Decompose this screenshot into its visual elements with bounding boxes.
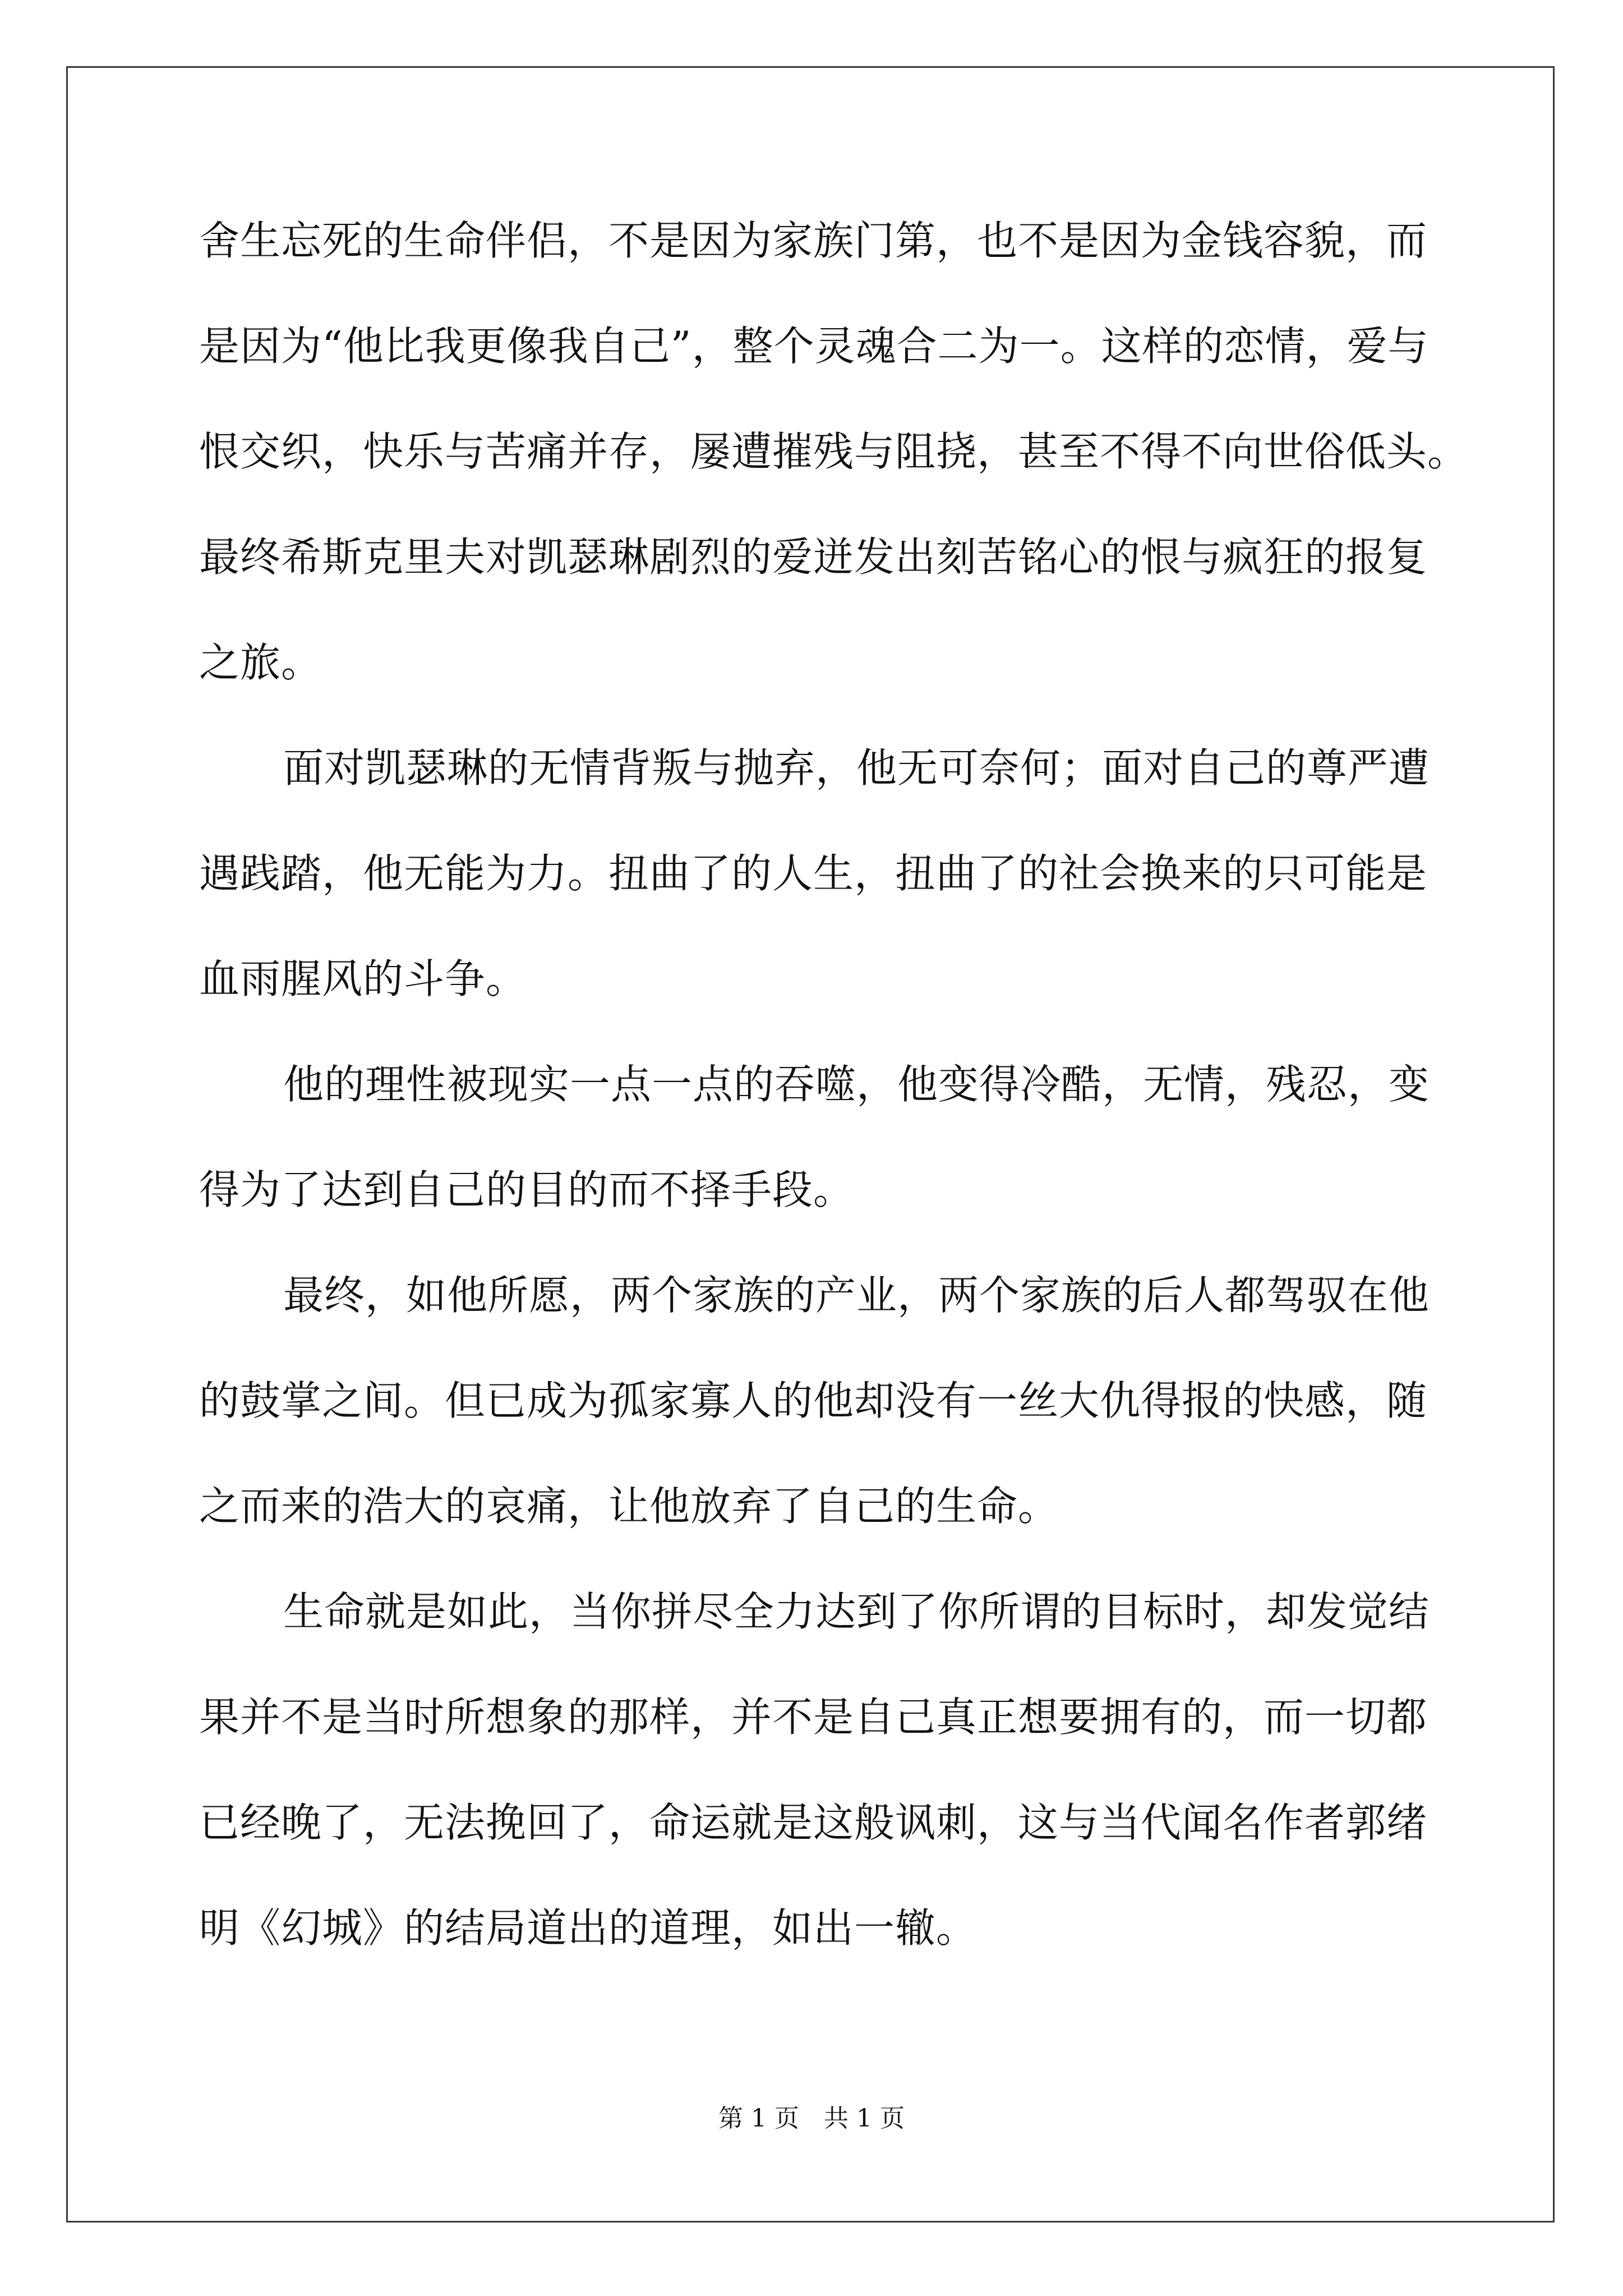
paragraph-first-line: 他的理性被现实一点一点的吞噬，他变得冷酷，无情，残忍，变 (283, 1061, 1430, 1108)
text-line: 恨交织，快乐与苦痛并存，屡遭摧残与阻挠，甚至不得不向世俗低头。 (199, 428, 1469, 475)
page-number-footer: 第 1 页 共 1 页 (718, 2104, 905, 2133)
text-line: 明《幻城》的结局道出的道理，如出一辙。 (199, 1904, 978, 1952)
text-line: 最终希斯克里夫对凯瑟琳剧烈的爱迸发出刻苦铭心的恨与疯狂的报复 (199, 533, 1428, 581)
paragraph-first-line: 生命就是如此，当你拼尽全力达到了你所谓的目标时，却发觉结 (283, 1588, 1430, 1635)
text-line: 血雨腥风的斗争。 (199, 955, 527, 1002)
text-line: 果并不是当时所想象的那样，并不是自己真正想要拥有的，而一切都 (199, 1694, 1428, 1741)
paragraph-first-line: 最终，如他所愿，两个家族的产业，两个家族的后人都驾驭在他 (283, 1272, 1430, 1319)
text-line: 之而来的浩大的哀痛，让他放弃了自己的生命。 (199, 1483, 1059, 1530)
document-body (199, 214, 1469, 2007)
text-line: 得为了达到自己的目的而不择手段。 (199, 1166, 855, 1213)
text-line: 之旅。 (199, 639, 322, 686)
text-line: 是因为“他比我更像我自己”，整个灵魂合二为一。这样的恋情，爱与 (199, 323, 1429, 370)
text-line: 的鼓掌之间。但已成为孤家寡人的他却没有一丝大仇得报的快感，随 (199, 1377, 1428, 1424)
text-line: 舍生忘死的生命伴侣，不是因为家族门第，也不是因为金钱容貌，而 (199, 217, 1428, 264)
paragraph-first-line: 面对凯瑟琳的无情背叛与抛弃，他无可奈何；面对自己的尊严遭 (283, 744, 1430, 792)
text-line: 已经晚了，无法挽回了，命运就是这般讽刺，这与当代闻名作者郭绪 (199, 1799, 1428, 1846)
text-line: 遇践踏，他无能为力。扭曲了的人生，扭曲了的社会换来的只可能是 (199, 850, 1428, 897)
